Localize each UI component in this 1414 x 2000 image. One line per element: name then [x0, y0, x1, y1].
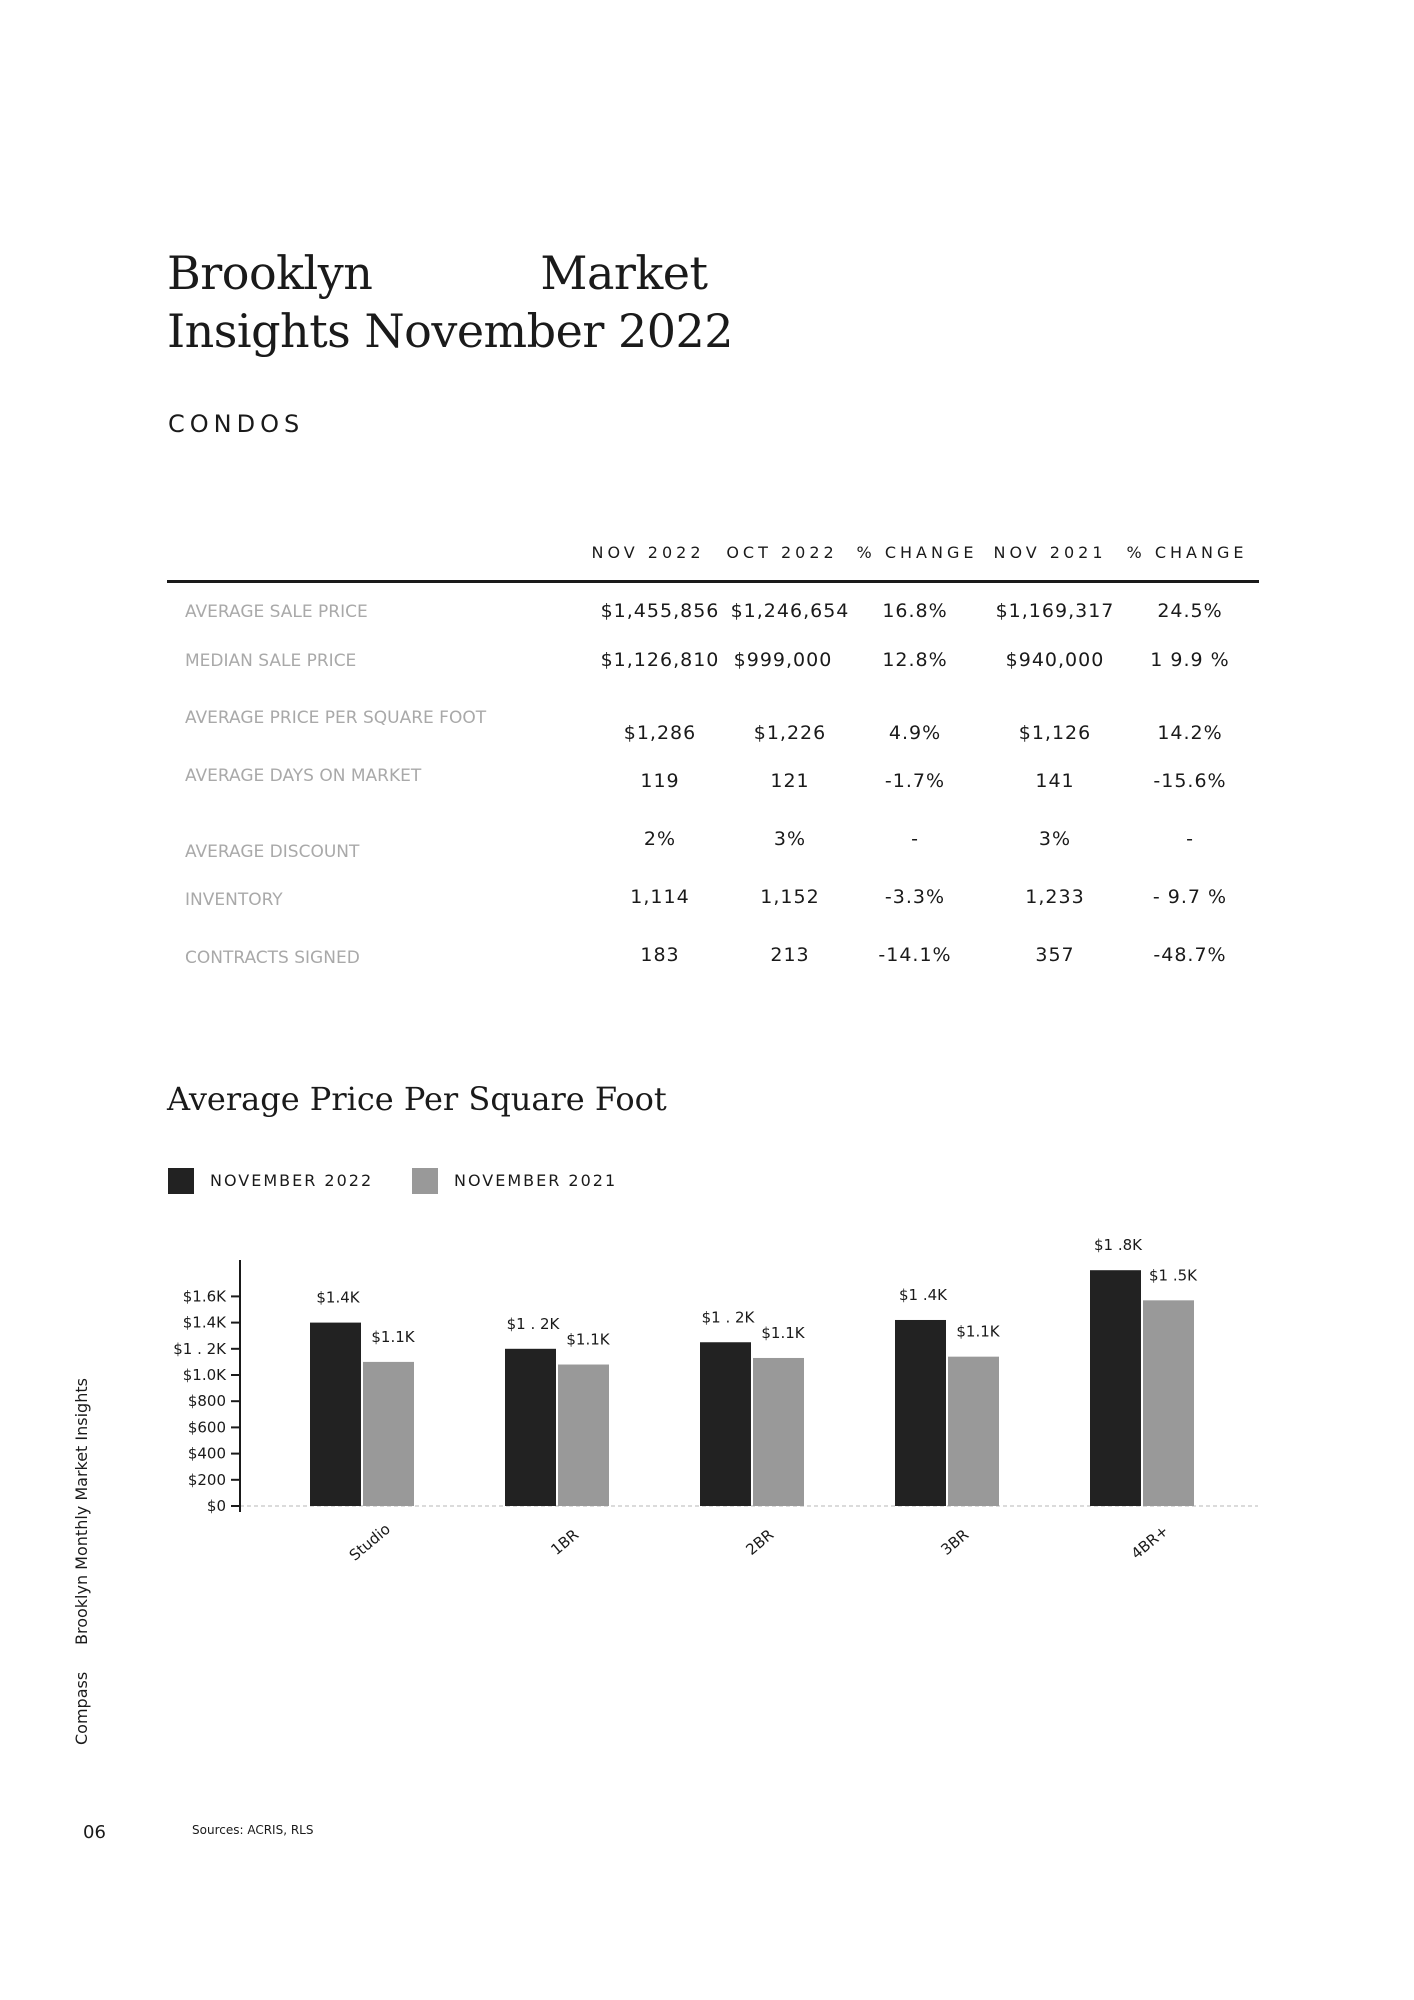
bar [1090, 1270, 1141, 1506]
cell: 141 [1035, 770, 1075, 792]
cell: 3% [1038, 828, 1072, 850]
bar-data-label: $1.1K [371, 1327, 415, 1346]
cell: - [1186, 828, 1194, 850]
cell: 14.2% [1157, 722, 1223, 744]
row-label: CONTRACTS SIGNED [185, 948, 360, 968]
x-category-label: 3BR [937, 1525, 973, 1559]
table-header-rule [167, 580, 1259, 583]
y-tick-label: $400 [187, 1444, 226, 1463]
cell: -15.6% [1153, 770, 1227, 792]
cell: 4.9% [888, 722, 942, 744]
page-title [167, 244, 767, 360]
chart-title: Average Price Per Square Foot [167, 1080, 667, 1118]
bar-data-label: $1.1K [566, 1330, 610, 1349]
cell: 24.5% [1157, 600, 1223, 622]
row-label: MEDIAN SALE PRICE [185, 651, 357, 671]
bar [948, 1357, 999, 1506]
cell: $1,246,654 [730, 600, 850, 622]
cell: - 9.7 % [1152, 886, 1228, 908]
row-label: INVENTORY [185, 890, 283, 910]
brand-name: Compass [72, 1671, 91, 1745]
cell: -1.7% [884, 770, 946, 792]
bar [558, 1365, 609, 1506]
bar-data-label: $1.4K [316, 1288, 360, 1307]
cell: 1,114 [630, 886, 690, 908]
x-category-label: Studio [345, 1519, 394, 1565]
y-tick-label: $1.4K [182, 1313, 226, 1332]
cell: 12.8% [882, 649, 948, 671]
cell: 16.8% [882, 600, 948, 622]
bar-data-label: $1 .5K [1148, 1266, 1198, 1285]
y-tick-label: $600 [187, 1418, 226, 1437]
row-label: AVERAGE DAYS ON MARKET [185, 766, 422, 786]
x-category-label: 1BR [547, 1525, 583, 1559]
cell: $1,286 [623, 722, 697, 744]
cell: 119 [640, 770, 680, 792]
legend-swatch-nov-2022 [168, 1168, 194, 1194]
bar-chart [0, 1200, 1414, 1600]
cell: 213 [770, 944, 810, 966]
cell: 1,233 [1025, 886, 1085, 908]
title-word-market: Market [540, 246, 708, 300]
cell: $940,000 [1005, 649, 1105, 671]
cell: 121 [770, 770, 810, 792]
bar [753, 1358, 804, 1506]
bar [1143, 1300, 1194, 1506]
column-header-nov-2022: NOV 2022 [591, 543, 705, 562]
bar-data-label: $1 . 2K [506, 1314, 560, 1333]
cell: 1,152 [760, 886, 820, 908]
column-header-nov-2021: NOV 2021 [993, 543, 1107, 562]
bar [700, 1342, 751, 1506]
column-header-change-month: % CHANGE [856, 543, 978, 562]
x-category-label: 4BR+ [1127, 1521, 1172, 1563]
bar [895, 1320, 946, 1506]
page-number: 06 [83, 1822, 106, 1843]
cell: $1,226 [753, 722, 827, 744]
legend-swatch-nov-2021 [412, 1168, 438, 1194]
cell: $1,169,317 [995, 600, 1115, 622]
bar-data-label: $1 . 2K [701, 1308, 755, 1327]
title-line-2: Insights November 2022 [167, 304, 734, 358]
y-tick-label: $0 [206, 1497, 226, 1515]
cell: 357 [1035, 944, 1075, 966]
cell: 183 [640, 944, 680, 966]
cell: $1,126 [1018, 722, 1092, 744]
cell: $1,455,856 [600, 600, 720, 622]
legend-label-nov-2021: NOVEMBER 2021 [454, 1171, 618, 1190]
cell: 2% [643, 828, 677, 850]
bar [310, 1323, 361, 1506]
cell: $1,126,810 [600, 649, 720, 671]
cell: - [911, 828, 919, 850]
y-tick-label: $1.6K [182, 1287, 226, 1306]
bar-data-label: $1.1K [956, 1322, 1000, 1341]
cell: 3% [773, 828, 807, 850]
cell: 1 9.9 % [1150, 649, 1230, 671]
bar-data-label: $1.1K [761, 1323, 805, 1342]
sources-note: Sources: ACRIS, RLS [192, 1823, 314, 1837]
bar-data-label: $1 .4K [898, 1285, 948, 1304]
cell: -14.1% [878, 944, 952, 966]
y-tick-label: $200 [187, 1470, 226, 1489]
legend-label-nov-2022: NOVEMBER 2022 [210, 1171, 374, 1190]
row-label: AVERAGE DISCOUNT [185, 842, 360, 862]
bar [505, 1349, 556, 1506]
bar [363, 1362, 414, 1506]
row-label: AVERAGE PRICE PER SQUARE FOOT [185, 708, 487, 728]
title-word-brooklyn: Brooklyn [167, 246, 373, 300]
bar-data-label: $1 .8K [1093, 1236, 1143, 1255]
cell: $999,000 [733, 649, 833, 671]
y-tick-label: $1.0K [182, 1366, 226, 1384]
column-header-oct-2022: OCT 2022 [726, 543, 838, 562]
section-heading: CONDOS [168, 410, 305, 438]
row-label: AVERAGE SALE PRICE [185, 602, 368, 622]
publication-name: Brooklyn Monthly Market Insights [72, 1378, 91, 1645]
column-header-change-year: % CHANGE [1126, 543, 1248, 562]
cell: -3.3% [884, 886, 946, 908]
x-category-label: 2BR [742, 1525, 778, 1559]
y-tick-label: $800 [187, 1392, 226, 1411]
cell: -48.7% [1153, 944, 1227, 966]
y-tick-label: $1 . 2K [173, 1339, 226, 1358]
